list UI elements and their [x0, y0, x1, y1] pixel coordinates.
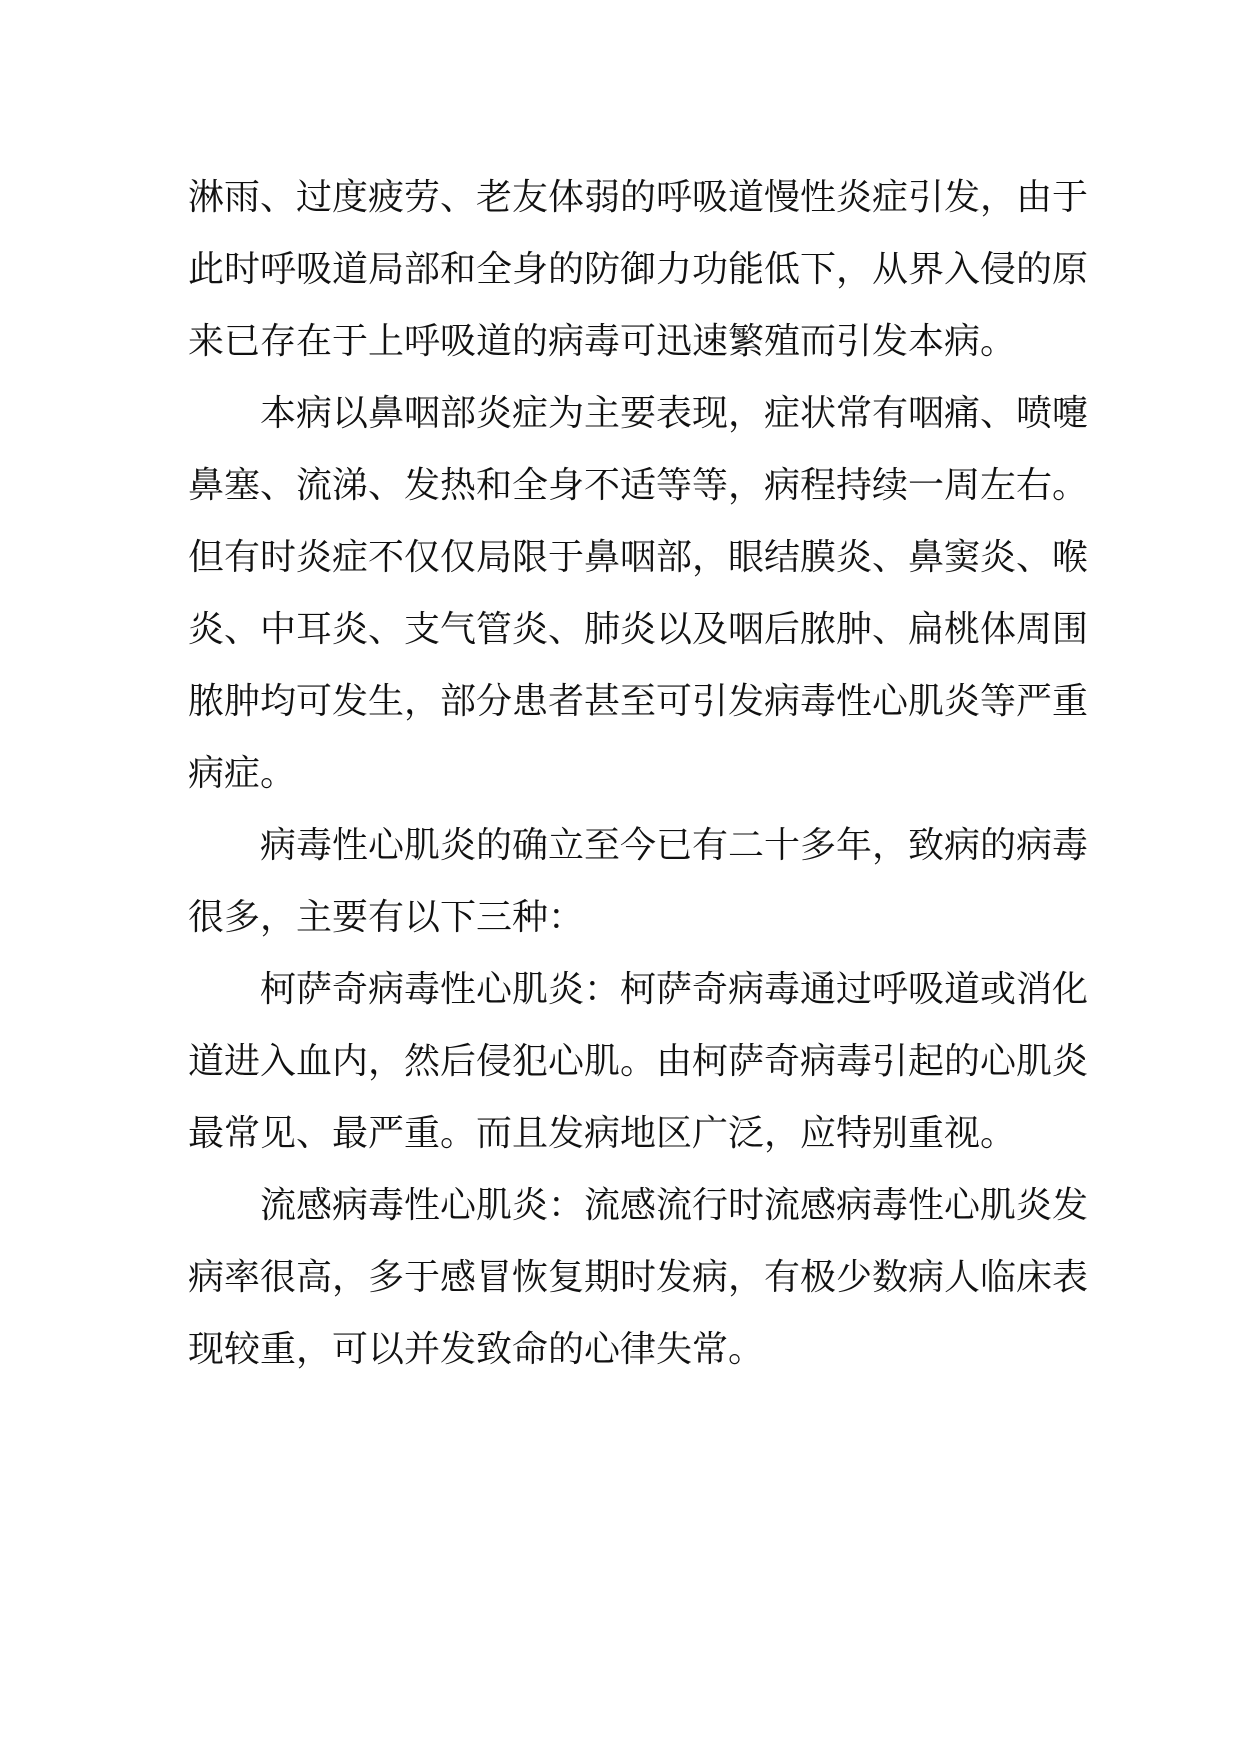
text-line: 此时呼吸道局部和全身的防御力功能低下，从界入侵的原	[188, 249, 1089, 290]
text-line: 来已存在于上呼吸道的病毒可迅速繁殖而引发本病。	[188, 321, 1017, 362]
paragraph-1	[188, 162, 1089, 378]
text-line: 很多，主要有以下三种：	[188, 897, 585, 938]
paragraph-4	[188, 954, 1089, 1170]
text-line: 淋雨、过度疲劳、老友体弱的呼吸道慢性炎症引发，由于	[188, 177, 1089, 218]
text-line: 最常见、最严重。而且发病地区广泛，应特别重视。	[188, 1113, 1017, 1154]
text-line: 脓肿均可发生，部分患者甚至可引发病毒性心肌炎等严重	[188, 681, 1089, 722]
text-line: 柯萨奇病毒性心肌炎：柯萨奇病毒通过呼吸道或消化	[260, 969, 1089, 1010]
text-line: 炎、中耳炎、支气管炎、肺炎以及咽后脓肿、扁桃体周围	[188, 609, 1089, 650]
text-line: 现较重，可以并发致命的心律失常。	[188, 1329, 765, 1370]
text-line: 病症。	[188, 753, 297, 794]
text-line: 流感病毒性心肌炎：流感流行时流感病毒性心肌炎发	[260, 1185, 1089, 1226]
text-line: 鼻塞、流涕、发热和全身不适等等，病程持续一周左右。	[188, 465, 1089, 506]
text-line: 但有时炎症不仅仅局限于鼻咽部，眼结膜炎、鼻窦炎、喉	[188, 537, 1089, 578]
document-body	[188, 162, 1089, 1386]
paragraph-2	[188, 378, 1089, 810]
text-line: 道进入血内，然后侵犯心肌。由柯萨奇病毒引起的心肌炎	[188, 1041, 1089, 1082]
paragraph-3	[188, 810, 1089, 954]
text-line: 病毒性心肌炎的确立至今已有二十多年，致病的病毒	[260, 825, 1089, 866]
text-line: 病率很高，多于感冒恢复期时发病，有极少数病人临床表	[188, 1257, 1089, 1298]
paragraph-5	[188, 1170, 1089, 1386]
text-line: 本病以鼻咽部炎症为主要表现，症状常有咽痛、喷嚏	[260, 393, 1089, 434]
